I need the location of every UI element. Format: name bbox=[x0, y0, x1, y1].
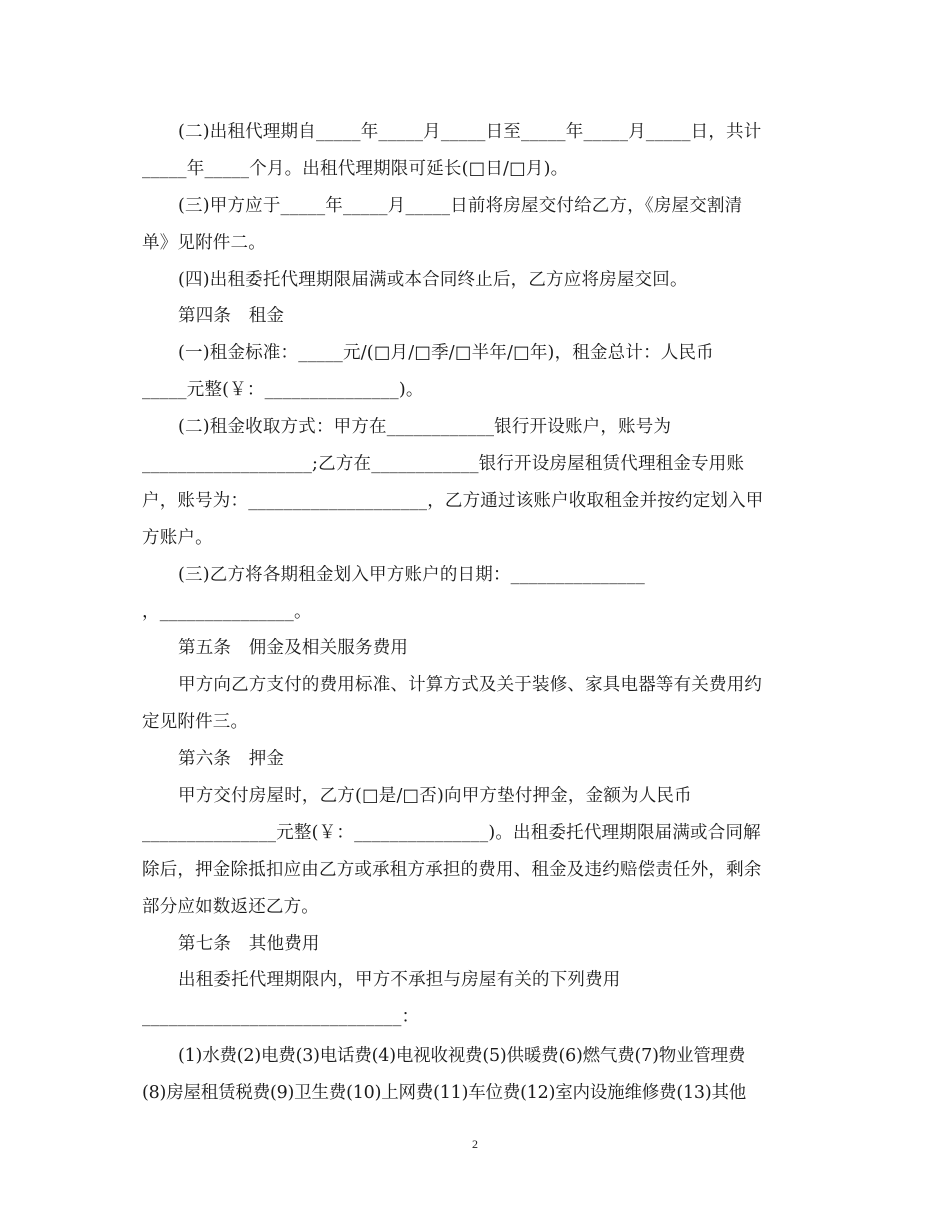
text-line: (8)房屋租赁税费(9)卫生费(10)上网费(11)车位费(12)室内设施维修费(13)其他 bbox=[142, 1083, 747, 1104]
text-line: (四)出租委托代理期限届满或本合同终止后，乙方应将房屋交回。 bbox=[178, 269, 688, 290]
text-line: (三)乙方将各期租金划入甲方账户的日期：_______________ bbox=[178, 564, 645, 585]
text-line: 部分应如数返还乙方。 bbox=[142, 896, 319, 917]
text-line: _____年_____个月。出租代理期限可延长(□日/□月)。 bbox=[142, 158, 569, 179]
section-heading: 第四条 租金 bbox=[178, 306, 285, 327]
text-line: 定见附件三。 bbox=[142, 712, 249, 733]
text-line: 方账户。 bbox=[142, 527, 213, 548]
text-line: _____________________________： bbox=[142, 1007, 420, 1028]
text-line: (三)甲方应于_____年_____月_____日前将房屋交付给乙方，《房屋交割清 bbox=[178, 195, 743, 216]
text-line: 户，账号为：____________________，乙方通过该账户收取租金并按约定划入甲 bbox=[142, 490, 764, 511]
text-line: (1)水费(2)电费(3)电话费(4)电视收视费(5)供暖费(6)燃气费(7)物业管理费 bbox=[178, 1046, 746, 1067]
section-heading: 第七条 其他费用 bbox=[178, 933, 320, 954]
section-heading: 第六条 押金 bbox=[178, 749, 285, 770]
text-line: _____元整(￥：_______________)。 bbox=[142, 380, 424, 401]
section-heading: 第五条 佣金及相关服务费用 bbox=[178, 638, 409, 659]
text-line: 除后，押金除抵扣应由乙方或承租方承担的费用、租金及违约赔偿责任外，剩余 bbox=[142, 859, 762, 880]
text-line: _______________元整(￥：_______________)。出租委托代理期限届满或合同解 bbox=[142, 822, 761, 843]
text-line: (一)租金标准：_____元/(□月/□季/□半年/□年)，租金总计：人民币 bbox=[178, 343, 714, 364]
text-line: 单》见附件二。 bbox=[142, 232, 266, 253]
text-line: (二)出租代理期自_____年_____月_____日至_____年_____月_____日，共计 bbox=[178, 122, 762, 142]
document-body bbox=[142, 114, 806, 1112]
text-line: (二)租金收取方式：甲方在____________银行开设账户，账号为 bbox=[178, 417, 672, 438]
page-number: 2 bbox=[472, 1137, 478, 1151]
text-line: 甲方向乙方支付的费用标准、计算方式及关于装修、家具电器等有关费用约 bbox=[178, 675, 763, 696]
text-line: ___________________;乙方在____________银行开设房屋租赁代理租金专用账 bbox=[142, 454, 745, 475]
text-line: 甲方交付房屋时，乙方(□是/□否)向甲方垫付押金，金额为人民币 bbox=[178, 786, 692, 807]
text-line: ，_______________。 bbox=[142, 601, 312, 622]
text-line: 出租委托代理期限内，甲方不承担与房屋有关的下列费用 bbox=[178, 970, 621, 991]
